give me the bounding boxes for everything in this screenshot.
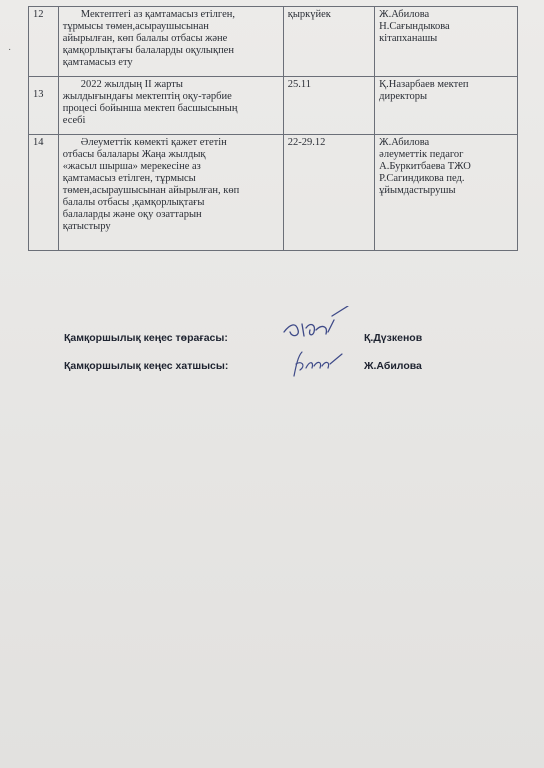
event-line: Мектептегі аз қамтамасыз етілген, [80, 9, 235, 20]
row-number: 12 [29, 7, 59, 77]
date-cell: 25.11 [283, 77, 374, 135]
secretary-handwritten-signature [290, 346, 360, 380]
table-row [29, 77, 518, 135]
table-row [29, 135, 518, 251]
responsible-line: әлеуметтік педагог [379, 149, 464, 160]
event-line: балалы отбасы ,қамқорлықтағы [62, 197, 205, 208]
secretary-label: Қамқоршылық кеңес хатшысы: [64, 360, 229, 372]
responsible-line: директоры [379, 91, 428, 102]
chair-name: Қ.Дүзкенов [364, 332, 423, 344]
row-number: 13 [29, 77, 59, 135]
event-cell [58, 7, 283, 77]
secretary-name: Ж.Абилова [364, 360, 422, 372]
event-line: айырылған, көп балалы отбасы және [62, 33, 228, 44]
responsible-line: Қ.Назарбаев мектеп [379, 79, 469, 90]
event-line: қамтамасыз ету [62, 57, 133, 68]
row-number: 14 [29, 135, 59, 251]
margin-mark: · [8, 44, 12, 55]
responsible-line: Р.Сагиндикова пед. [379, 173, 465, 184]
event-cell [58, 135, 283, 251]
event-line: жылдығындағы мектептің оқу-тәрбие [62, 91, 232, 102]
chair-label: Қамқоршылық кеңес төрағасы: [64, 332, 228, 344]
responsible-line: А.Буркитбаева ТЖО [379, 161, 471, 172]
chair-handwritten-signature [276, 306, 356, 348]
date-cell: 22-29.12 [283, 135, 374, 251]
event-line: тұрмысы төмен,асыраушысынан [62, 21, 209, 32]
responsible-line: Ж.Абилова [379, 137, 430, 148]
responsible-line: Ж.Абилова [379, 9, 430, 20]
secretary-signature-row [64, 360, 484, 388]
table-row [29, 7, 518, 77]
responsible-cell [375, 135, 518, 251]
events-table [28, 6, 518, 251]
responsible-line: кітапханашы [379, 33, 438, 44]
event-line: Әлеуметтік көмекті қажет ететін [80, 137, 227, 148]
event-line: балаларды және оқу озаттарын [62, 209, 202, 220]
event-line: төмен,асыраушысынан айырылған, көп [62, 185, 240, 196]
responsible-cell [375, 7, 518, 77]
signature-block [64, 332, 484, 388]
event-line: қамтамасыз етілген, тұрмысы [62, 173, 196, 184]
event-line: отбасы балалары Жаңа жылдық [62, 149, 206, 160]
event-line: 2022 жылдың ІІ жарты [80, 79, 183, 90]
responsible-line: ұйымдастырушы [379, 185, 456, 196]
event-line: қамқорлықтағы балаларды оқулықпен [62, 45, 234, 56]
event-cell [58, 77, 283, 135]
event-line: қатыстыру [62, 221, 111, 232]
event-line: «жасыл шырша» мерекесіне аз [62, 161, 201, 172]
event-line: процесі бойынша мектеп басшысының [62, 103, 238, 114]
event-line: есебі [62, 115, 86, 126]
responsible-line: Н.Сағындыкова [379, 21, 450, 32]
chair-signature-row [64, 332, 484, 360]
responsible-cell [375, 77, 518, 135]
date-cell: қыркүйек [283, 7, 374, 77]
